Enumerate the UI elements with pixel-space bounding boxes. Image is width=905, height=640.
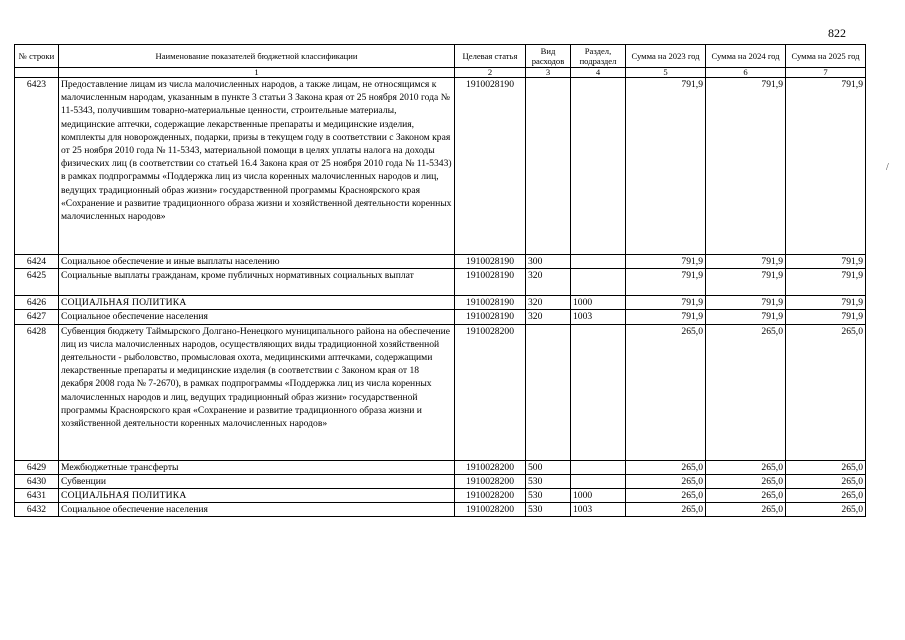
row-section <box>571 255 626 269</box>
row-target-article: 1910028200 <box>455 503 526 517</box>
row-number: 6429 <box>15 460 59 474</box>
row-sum-2024: 265,0 <box>706 474 786 488</box>
row-name: Предоставление лицам из числа малочисленных народов, а также лицам, не относящимся к малочисленным народам, указанным в пункте 3 статьи 3 Закона края от 25 ноября 2010 года № 11-5343, получившим товарно-материальные ценности, строительные материалы, медицинские аптечки, содержащие лекарственные препараты и медицинские изделия, комплекты для новорожденных, подарки, призы в текущем году в соответствии с Законом края от 25 ноября 2010 года № 11-5343, материальной помощи в целях уплаты налога на доходы физических лиц (в соответствии со статьей 16.4 Закона края от 25 ноября 2010 года № 11-5343) в рамках подпрограммы «Поддержка лиц из числа коренных малочисленных народов и лиц, ведущих традиционный образ жизни» государственной программы Красноярского края «Сохранение и развитие традиционного образа жизни и хозяйственной деятельности коренных малочисленных народов» <box>59 78 455 255</box>
column-number: 7 <box>786 68 866 78</box>
row-section <box>571 474 626 488</box>
row-sum-2024: 791,9 <box>706 255 786 269</box>
row-expense-type: 530 <box>526 503 571 517</box>
table-row <box>15 324 866 460</box>
row-section: 1000 <box>571 489 626 503</box>
row-target-article: 1910028190 <box>455 78 526 255</box>
table-row <box>15 255 866 269</box>
header-row-no: № строки <box>15 45 59 68</box>
row-sum-2023: 265,0 <box>626 324 706 460</box>
header-target: Целевая статья <box>455 45 526 68</box>
row-number: 6431 <box>15 489 59 503</box>
row-sum-2025: 265,0 <box>786 324 866 460</box>
budget-table <box>14 44 866 517</box>
row-sum-2025: 791,9 <box>786 255 866 269</box>
row-target-article: 1910028200 <box>455 460 526 474</box>
row-sum-2024: 265,0 <box>706 324 786 460</box>
row-target-article: 1910028200 <box>455 324 526 460</box>
row-target-article: 1910028190 <box>455 296 526 310</box>
table-row <box>15 296 866 310</box>
row-name: Межбюджетные трансферты <box>59 460 455 474</box>
row-expense-type: 500 <box>526 460 571 474</box>
table-row <box>15 310 866 324</box>
row-section <box>571 78 626 255</box>
column-number-row <box>15 68 866 78</box>
row-expense-type: 320 <box>526 269 571 296</box>
row-target-article: 1910028190 <box>455 269 526 296</box>
row-target-article: 1910028190 <box>455 255 526 269</box>
row-name: Социальное обеспечение населения <box>59 503 455 517</box>
row-name: СОЦИАЛЬНАЯ ПОЛИТИКА <box>59 296 455 310</box>
row-expense-type: 530 <box>526 474 571 488</box>
column-number: 2 <box>455 68 526 78</box>
row-target-article: 1910028200 <box>455 489 526 503</box>
row-expense-type: 320 <box>526 310 571 324</box>
table-row <box>15 78 866 255</box>
row-name: Субвенция бюджету Таймырского Долгано-Ненецкого муниципального района на обеспечение лиц из числа малочисленных народов, осуществляющих виды традиционной хозяйственной деятельности - рыболовство, промысловая охота, медицинскими аптечками, содержащими лекарственные препараты и медицинские изделия (в соответствии с Законом края от 18 декабря 2008 года № 7-2670), в рамках подпрограммы «Поддержка лиц из числа коренных малочисленных народов и лиц, ведущих традиционный образ жизни» государственной программы Красноярского края «Сохранение и развитие традиционного образа жизни и хозяйственной деятельности коренных малочисленных народов» <box>59 324 455 460</box>
row-sum-2023: 791,9 <box>626 78 706 255</box>
row-number: 6427 <box>15 310 59 324</box>
header-sum-2023: Сумма на 2023 год <box>626 45 706 68</box>
table-row <box>15 489 866 503</box>
row-target-article: 1910028190 <box>455 310 526 324</box>
header-vid: Вид расходов <box>526 45 571 68</box>
row-sum-2024: 265,0 <box>706 503 786 517</box>
table-row <box>15 460 866 474</box>
row-section <box>571 460 626 474</box>
column-number: 6 <box>706 68 786 78</box>
row-section: 1000 <box>571 296 626 310</box>
row-sum-2024: 791,9 <box>706 296 786 310</box>
row-expense-type: 320 <box>526 296 571 310</box>
table-row <box>15 503 866 517</box>
row-target-article: 1910028200 <box>455 474 526 488</box>
row-sum-2023: 791,9 <box>626 310 706 324</box>
page-number: 822 <box>828 26 846 40</box>
row-name: Социальные выплаты гражданам, кроме публичных нормативных социальных выплат <box>59 269 455 296</box>
row-section: 1003 <box>571 310 626 324</box>
row-number: 6425 <box>15 269 59 296</box>
row-number: 6426 <box>15 296 59 310</box>
row-name: Социальное обеспечение населения <box>59 310 455 324</box>
row-sum-2025: 265,0 <box>786 460 866 474</box>
table-row <box>15 269 866 296</box>
header-sum-2025: Сумма на 2025 год <box>786 45 866 68</box>
row-expense-type: 530 <box>526 489 571 503</box>
row-expense-type: 300 <box>526 255 571 269</box>
row-name: СОЦИАЛЬНАЯ ПОЛИТИКА <box>59 489 455 503</box>
row-name: Субвенции <box>59 474 455 488</box>
row-section <box>571 324 626 460</box>
row-section: 1003 <box>571 503 626 517</box>
row-sum-2025: 791,9 <box>786 78 866 255</box>
row-sum-2025: 791,9 <box>786 269 866 296</box>
row-number: 6432 <box>15 503 59 517</box>
row-sum-2024: 265,0 <box>706 489 786 503</box>
row-sum-2025: 265,0 <box>786 474 866 488</box>
row-sum-2023: 791,9 <box>626 269 706 296</box>
row-expense-type <box>526 78 571 255</box>
row-sum-2025: 265,0 <box>786 503 866 517</box>
row-sum-2024: 265,0 <box>706 460 786 474</box>
header-sum-2024: Сумма на 2024 год <box>706 45 786 68</box>
row-sum-2024: 791,9 <box>706 269 786 296</box>
row-number: 6423 <box>15 78 59 255</box>
column-number: 1 <box>59 68 455 78</box>
row-sum-2023: 791,9 <box>626 255 706 269</box>
row-name: Социальное обеспечение и иные выплаты населению <box>59 255 455 269</box>
header-name: Наименование показателей бюджетной классификации <box>59 45 455 68</box>
row-number: 6430 <box>15 474 59 488</box>
row-expense-type <box>526 324 571 460</box>
row-sum-2025: 791,9 <box>786 296 866 310</box>
margin-mark: / <box>886 162 889 173</box>
row-number: 6424 <box>15 255 59 269</box>
table-row <box>15 474 866 488</box>
row-sum-2024: 791,9 <box>706 310 786 324</box>
row-sum-2025: 265,0 <box>786 489 866 503</box>
column-number: 5 <box>626 68 706 78</box>
column-number: 3 <box>526 68 571 78</box>
row-sum-2024: 791,9 <box>706 78 786 255</box>
header-row <box>15 45 866 68</box>
header-razdel: Раздел, подраздел <box>571 45 626 68</box>
row-sum-2025: 791,9 <box>786 310 866 324</box>
row-sum-2023: 265,0 <box>626 460 706 474</box>
row-sum-2023: 265,0 <box>626 474 706 488</box>
row-sum-2023: 265,0 <box>626 489 706 503</box>
column-number <box>15 68 59 78</box>
row-sum-2023: 265,0 <box>626 503 706 517</box>
row-section <box>571 269 626 296</box>
row-sum-2023: 791,9 <box>626 296 706 310</box>
row-number: 6428 <box>15 324 59 460</box>
column-number: 4 <box>571 68 626 78</box>
